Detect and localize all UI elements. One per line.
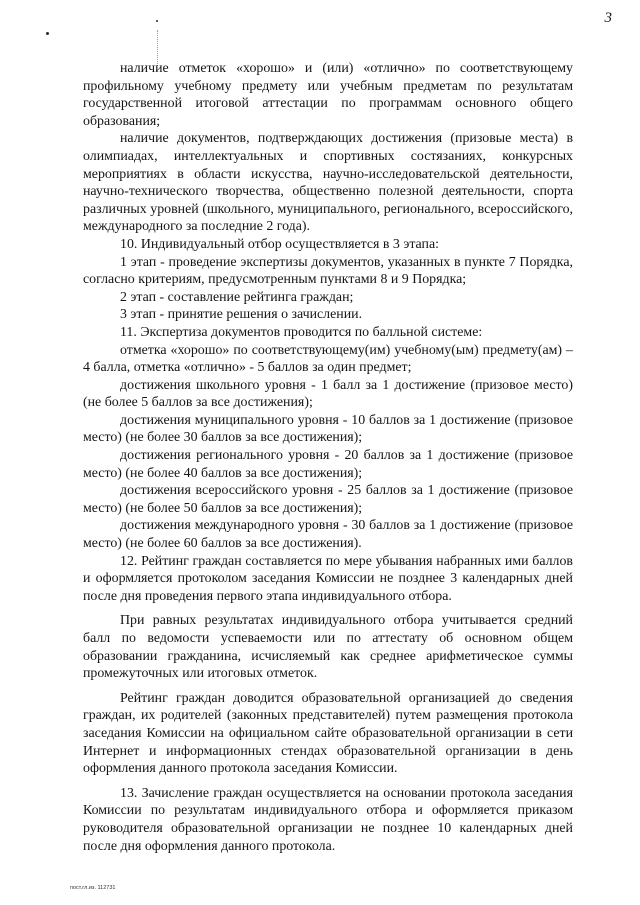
scan-artifact-dot bbox=[46, 32, 49, 35]
paragraph-municipal-level: достижения муниципального уровня - 10 баллов за 1 достижение (призовое место) (не более 30 баллов за все достижения); bbox=[83, 412, 573, 446]
paragraph-stage-3: 3 этап - принятие решения о зачислении. bbox=[120, 307, 363, 323]
paragraph-national-level: достижения всероссийского уровня - 25 баллов за 1 достижение (призовое место) (не более 50 баллов за все достижения); bbox=[83, 483, 573, 516]
paragraph-equal-results: При равных результатах индивидуального отбора учитывается средний балл по ведомости успеваемости или по аттестату об основном общем образовании гражданина, исчисляемый как среднее арифметическое суммы промежуточных или итоговых отметок. bbox=[83, 613, 573, 682]
page-number: 3 bbox=[604, 10, 612, 26]
scan-artifact-dot bbox=[156, 20, 158, 22]
paragraph-grade-points: отметка «хорошо» по соответствующему(им) учебному(ым) предмету(ам) – 4 балла, отметка «отлично» - 5 баллов за один предмет; bbox=[83, 342, 573, 376]
paragraph-school-level: достижения школьного уровня - 1 балл за 1 достижение (призовое место) (не более 5 баллов за все достижения); bbox=[83, 377, 573, 411]
footer-code: пост.гл.из. 112731 bbox=[70, 885, 116, 891]
paragraph-clause-10: 10. Индивидуальный отбор осуществляется в 3 этапа: bbox=[120, 236, 439, 252]
paragraph-rating-publication: Рейтинг граждан доводится образовательной организацией до сведения граждан, их родителей (законных представителей) путем размещения протокола заседания Комиссии на официальном сайте образовательной организации в сети Интернет и информационных стендах образовательной организации в день оформления данного протокола заседания Комиссии. bbox=[83, 690, 573, 777]
paragraph-achievements-condition: наличие документов, подтверждающих достижения (призовые места) в олимпиадах, интеллектуальных и спортивных состязаниях, конкурсных мероприятиях в области искусства, научно-исследовательской деятельности, научно-технического творчества, общественно полезной деятельности, спорта различных уровней (школьного, муниципального, регионального, всероссийского, международного за последние 2 года). bbox=[83, 131, 573, 235]
paragraph-clause-13: 13. Зачисление граждан осуществляется на основании протокола заседания Комиссии по результатам индивидуального отбора и оформляется приказом руководителя образовательной организации не позднее 10 календарных дней после дня оформления данного протокола. bbox=[83, 785, 573, 854]
paragraph-stage-2: 2 этап - составление рейтинга граждан; bbox=[120, 289, 354, 305]
paragraph-stage-1: 1 этап - проведение экспертизы документов, указанных в пункте 7 Порядка, согласно критериям, предусмотренным пунктами 8 и 9 Порядка; bbox=[83, 254, 573, 288]
paragraph-regional-level: достижения регионального уровня - 20 баллов за 1 достижение (призовое место) (не более 40 баллов за все достижения); bbox=[83, 448, 573, 481]
paragraph-grades-condition: наличие отметок «хорошо» и (или) «отлично» по соответствующему профильному учебному предмету или учебным предметам по результатам государственной итоговой аттестации по программам основного общего образования; bbox=[83, 61, 573, 129]
paragraph-clause-12: 12. Рейтинг граждан составляется по мере убывания набранных ими баллов и оформляется протоколом заседания Комиссии не позднее 3 календарных дней после дня проведения первого этапа индивидуального отбора. bbox=[83, 553, 573, 604]
document-body bbox=[83, 60, 573, 855]
paragraph-international-level: достижения международного уровня - 30 баллов за 1 достижение (призовое место) (не более 60 баллов за все достижения). bbox=[83, 518, 573, 552]
paragraph-clause-11: 11. Экспертиза документов проводится по балльной системе: bbox=[120, 324, 483, 340]
